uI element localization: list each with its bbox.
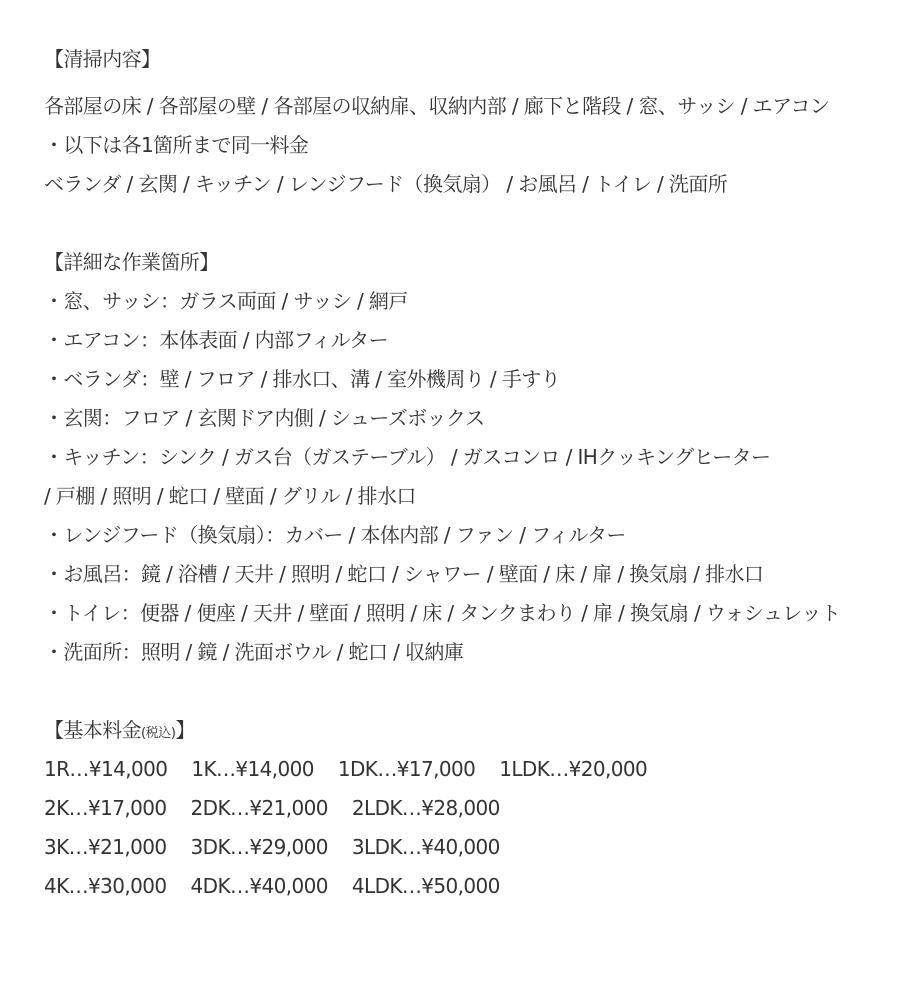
same-price-note: ・以下は各1箇所まで同一料金: [44, 133, 309, 157]
price-row: [44, 789, 904, 828]
price-row: [44, 750, 904, 789]
price-heading-main: 【基本料金: [44, 718, 141, 742]
detail-item-toilet: ・トイレ：便器 / 便座 / 天井 / 壁面 / 照明 / 床 / タンクまわり / 扉 / 換気扇 / ウォシュレット: [44, 601, 841, 625]
price-item: 2K…¥17,000: [44, 796, 167, 820]
price-item: 2LDK…¥28,000: [351, 796, 500, 820]
price-item: 3K…¥21,000: [44, 835, 167, 859]
section-heading-cleaning-content: 【清掃内容】: [44, 47, 161, 71]
price-item: 4DK…¥40,000: [190, 874, 328, 898]
section-heading-basic-price: [44, 711, 904, 750]
price-item: 1R…¥14,000: [44, 757, 168, 781]
spacer: [44, 672, 904, 711]
price-item: 4LDK…¥50,000: [351, 874, 500, 898]
detail-item-washroom: ・洗面所：照明 / 鏡 / 洗面ボウル / 蛇口 / 収納庫: [44, 640, 464, 664]
cleaning-info-document: [44, 40, 904, 906]
price-item: 1DK…¥17,000: [337, 757, 476, 781]
detail-item-kitchen: ・キッチン：シンク / ガス台（ガステーブル） / ガスコンロ / IHクッキングヒーター: [44, 445, 771, 469]
price-row: [44, 828, 904, 867]
detail-item-range-hood: ・レンジフード（換気扇）：カバー / 本体内部 / ファン / フィルター: [44, 523, 626, 547]
detail-item-kitchen-cont: / 戸棚 / 照明 / 蛇口 / 壁面 / グリル / 排水口: [44, 484, 416, 508]
detail-item-window: ・窓、サッシ：ガラス両面 / サッシ / 網戸: [44, 289, 408, 313]
price-heading-close: 】: [175, 718, 195, 742]
detail-item-bathroom: ・お風呂：鏡 / 浴槽 / 天井 / 照明 / 蛇口 / シャワー / 壁面 / 床 / 扉 / 換気扇 / 排水口: [44, 562, 764, 586]
price-heading-tax-note: (税込): [141, 726, 176, 741]
spacer: [44, 204, 904, 243]
cleaning-areas-line: ベランダ / 玄関 / キッチン / レンジフード（換気扇） / お風呂 / トイレ / 洗面所: [44, 172, 728, 196]
detail-item-veranda: ・ベランダ：壁 / フロア / 排水口、溝 / 室外機周り / 手すり: [44, 367, 561, 391]
detail-item-entrance: ・玄関：フロア / 玄関ドア内側 / シューズボックス: [44, 406, 485, 430]
price-item: 2DK…¥21,000: [190, 796, 328, 820]
price-item: 1LDK…¥20,000: [499, 757, 648, 781]
section-heading-detailed-areas: 【詳細な作業箇所】: [44, 250, 219, 274]
detail-item-aircon: ・エアコン：本体表面 / 内部フィルター: [44, 328, 389, 352]
price-item: 4K…¥30,000: [44, 874, 167, 898]
price-item: 1K…¥14,000: [191, 757, 314, 781]
price-item: 3LDK…¥40,000: [351, 835, 500, 859]
cleaning-rooms-line: 各部屋の床 / 各部屋の壁 / 各部屋の収納扉、収納内部 / 廊下と階段 / 窓、サッシ / エアコン: [44, 94, 830, 118]
price-row: [44, 867, 904, 906]
spacer: [44, 79, 904, 87]
price-item: 3DK…¥29,000: [190, 835, 328, 859]
